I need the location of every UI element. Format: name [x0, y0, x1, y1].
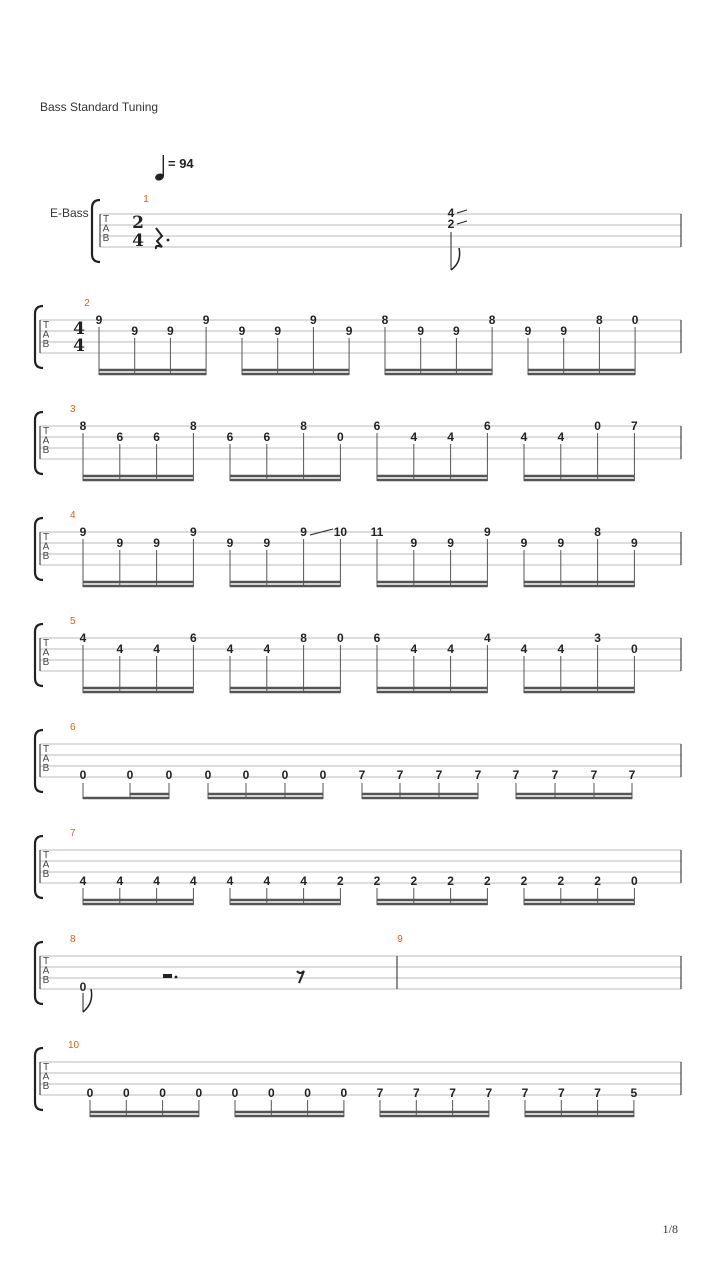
- measure-number: 8: [70, 934, 76, 945]
- fret-number: 7: [628, 768, 636, 782]
- fret-number: 9: [345, 324, 353, 338]
- time-signature-top: 2: [132, 213, 144, 233]
- tab-clef-letter: B: [42, 975, 50, 986]
- fret-number: 10: [333, 525, 348, 539]
- tuning-label: Bass Standard Tuning: [40, 100, 159, 114]
- fret-number: 0: [337, 631, 344, 645]
- fret-number: 2: [373, 874, 381, 888]
- fret-number: 0: [631, 642, 638, 656]
- fret-number: 2: [337, 874, 344, 888]
- fret-number: 4: [557, 430, 565, 444]
- tab-clef-letter: T: [42, 744, 50, 755]
- fret-number: 6: [373, 631, 381, 645]
- fret-number: 2: [447, 217, 455, 231]
- fret-number: 8: [488, 313, 496, 327]
- fret-number: 0: [122, 1086, 130, 1100]
- fret-number: 8: [381, 313, 389, 327]
- fret-number: 2: [520, 874, 528, 888]
- fret-number: 9: [238, 324, 246, 338]
- fret-number: 0: [631, 874, 638, 888]
- fret-number: 9: [524, 324, 532, 338]
- fret-number: 7: [512, 768, 520, 782]
- page-number: 1/8: [662, 1222, 678, 1236]
- tab-clef-letter: T: [42, 320, 50, 331]
- fret-number: 4: [153, 642, 160, 656]
- tab-clef-letter: B: [102, 233, 110, 244]
- fret-number: 2: [557, 874, 565, 888]
- quarter-rest: [156, 228, 162, 249]
- tab-clef-letter: B: [42, 551, 50, 562]
- fret-number: 0: [242, 768, 250, 782]
- fret-number: 7: [358, 768, 366, 782]
- fret-number: 4: [116, 642, 124, 656]
- fret-number: 2: [410, 874, 418, 888]
- fret-number: 4: [190, 874, 197, 888]
- tab-clef-letter: A: [42, 965, 50, 977]
- fret-number: 7: [557, 1086, 565, 1100]
- fret-number: 4: [153, 874, 160, 888]
- time-signature-bottom: 4: [132, 231, 144, 251]
- eighth-rest: [297, 971, 304, 983]
- fret-number: 2: [484, 874, 491, 888]
- fret-number: 9: [410, 536, 418, 550]
- tab-clef-letter: T: [42, 426, 50, 437]
- fret-number: 4: [410, 430, 418, 444]
- fret-number: 4: [520, 642, 528, 656]
- tempo-marking: = 94: [168, 156, 194, 171]
- fret-number: 9: [557, 536, 565, 550]
- fret-number: 4: [116, 874, 124, 888]
- fret-number: 4: [263, 874, 271, 888]
- fret-number: 0: [79, 980, 87, 994]
- rest-dot: [167, 239, 170, 242]
- fret-number: 7: [449, 1086, 456, 1100]
- fret-number: 0: [126, 768, 134, 782]
- fret-number: 8: [300, 631, 307, 645]
- tab-clef-letter: T: [42, 956, 50, 967]
- fret-number: 8: [79, 419, 87, 433]
- tab-clef-letter: A: [102, 223, 110, 235]
- fret-number: 0: [594, 419, 601, 433]
- fret-number: 6: [263, 430, 271, 444]
- fret-number: 7: [590, 768, 598, 782]
- tab-clef-letter: B: [42, 657, 50, 668]
- measure-number: 9: [397, 934, 403, 945]
- fret-number: 6: [190, 631, 197, 645]
- tab-clef-letter: A: [42, 329, 50, 341]
- fret-number: 4: [410, 642, 418, 656]
- fret-number: 9: [167, 324, 174, 338]
- fret-number: 4: [557, 642, 565, 656]
- fret-number: 0: [281, 768, 289, 782]
- half-rest: [163, 974, 172, 978]
- fret-number: 0: [304, 1086, 311, 1100]
- tab-clef-letter: A: [42, 753, 50, 765]
- fret-number: 7: [412, 1086, 420, 1100]
- fret-number: 8: [596, 313, 603, 327]
- instrument-name: E-Bass: [50, 206, 89, 220]
- fret-number: 0: [340, 1086, 348, 1100]
- fret-number: 2: [594, 874, 601, 888]
- fret-number: 9: [274, 324, 282, 338]
- tab-clef-letter: B: [42, 445, 50, 456]
- fret-number: 0: [195, 1086, 203, 1100]
- fret-number: 9: [153, 536, 160, 550]
- fret-number: 0: [267, 1086, 275, 1100]
- tab-clef-letter: T: [102, 214, 110, 225]
- time-signature-bottom: 4: [73, 336, 85, 356]
- fret-number: 3: [594, 631, 601, 645]
- fret-number: 4: [226, 642, 234, 656]
- fret-number: 9: [453, 324, 460, 338]
- fret-number: 6: [373, 419, 381, 433]
- measure-number: 2: [84, 298, 90, 309]
- fret-number: 0: [231, 1086, 239, 1100]
- tab-clef-letter: T: [42, 850, 50, 861]
- fret-number: 0: [204, 768, 212, 782]
- fret-number: 9: [79, 525, 87, 539]
- fret-number: 9: [560, 324, 568, 338]
- fret-number: 2: [447, 874, 454, 888]
- fret-number: 9: [520, 536, 528, 550]
- measure-number: 4: [70, 510, 76, 521]
- tab-clef-letter: B: [42, 339, 50, 350]
- measure-number: 7: [70, 828, 76, 839]
- tab-clef-letter: T: [42, 532, 50, 543]
- measure-number: 3: [70, 404, 76, 415]
- fret-number: 0: [79, 768, 87, 782]
- fret-number: 7: [631, 419, 638, 433]
- fret-number: 9: [95, 313, 103, 327]
- fret-number: 7: [485, 1086, 493, 1100]
- fret-number: 9: [300, 525, 307, 539]
- fret-number: 5: [630, 1086, 638, 1100]
- tab-clef-letter: A: [42, 541, 50, 553]
- staff-bracket: [92, 200, 100, 262]
- measure-number: 10: [68, 1040, 80, 1051]
- fret-number: 7: [521, 1086, 529, 1100]
- note-flag: [451, 248, 460, 270]
- fret-number: 9: [447, 536, 454, 550]
- fret-number: 4: [226, 874, 234, 888]
- fret-number: 0: [159, 1086, 166, 1100]
- fret-number: 9: [484, 525, 491, 539]
- fret-number: 4: [447, 206, 455, 220]
- tab-clef-letter: B: [42, 1081, 50, 1092]
- measure-number: 6: [70, 722, 76, 733]
- fret-number: 7: [396, 768, 404, 782]
- fret-number: 8: [300, 419, 307, 433]
- tab-clef-letter: A: [42, 1071, 50, 1083]
- fret-number: 9: [417, 324, 425, 338]
- rest-dot: [175, 976, 178, 979]
- measure-number: 5: [70, 616, 76, 627]
- fret-number: 8: [190, 419, 197, 433]
- measure-number: 1: [143, 194, 149, 205]
- fret-number: 9: [131, 324, 139, 338]
- fret-number: 7: [376, 1086, 384, 1100]
- fret-number: 6: [484, 419, 491, 433]
- fret-number: 4: [79, 874, 87, 888]
- slide-line: [457, 210, 467, 213]
- time-signature-top: 4: [73, 319, 85, 339]
- fret-number: 7: [435, 768, 443, 782]
- fret-number: 6: [226, 430, 234, 444]
- fret-number: 0: [319, 768, 327, 782]
- fret-number: 4: [300, 874, 307, 888]
- fret-number: 4: [447, 430, 454, 444]
- tab-clef-letter: T: [42, 1062, 50, 1073]
- fret-number: 9: [631, 536, 638, 550]
- tab-clef-letter: A: [42, 647, 50, 659]
- fret-number: 6: [116, 430, 124, 444]
- tab-clef-letter: B: [42, 869, 50, 880]
- fret-number: 6: [153, 430, 160, 444]
- fret-number: 0: [86, 1086, 94, 1100]
- fret-number: 7: [474, 768, 482, 782]
- fret-number: 9: [310, 313, 317, 327]
- fret-number: 9: [116, 536, 124, 550]
- fret-number: 8: [594, 525, 601, 539]
- fret-number: 4: [79, 631, 87, 645]
- fret-number: 11: [370, 525, 384, 539]
- slide-line: [457, 221, 467, 224]
- fret-number: 9: [202, 313, 210, 327]
- fret-number: 0: [337, 430, 344, 444]
- tab-clef-letter: T: [42, 638, 50, 649]
- fret-number: 4: [263, 642, 271, 656]
- tab-clef-letter: B: [42, 763, 50, 774]
- fret-number: 4: [484, 631, 491, 645]
- fret-number: 7: [551, 768, 559, 782]
- tab-clef-letter: A: [42, 435, 50, 447]
- fret-number: 4: [520, 430, 528, 444]
- tab-clef-letter: A: [42, 859, 50, 871]
- fret-number: 9: [226, 536, 234, 550]
- fret-number: 9: [263, 536, 271, 550]
- fret-number: 0: [165, 768, 173, 782]
- fret-number: 7: [594, 1086, 601, 1100]
- fret-number: 0: [631, 313, 639, 327]
- fret-number: 9: [190, 525, 197, 539]
- fret-number: 4: [447, 642, 454, 656]
